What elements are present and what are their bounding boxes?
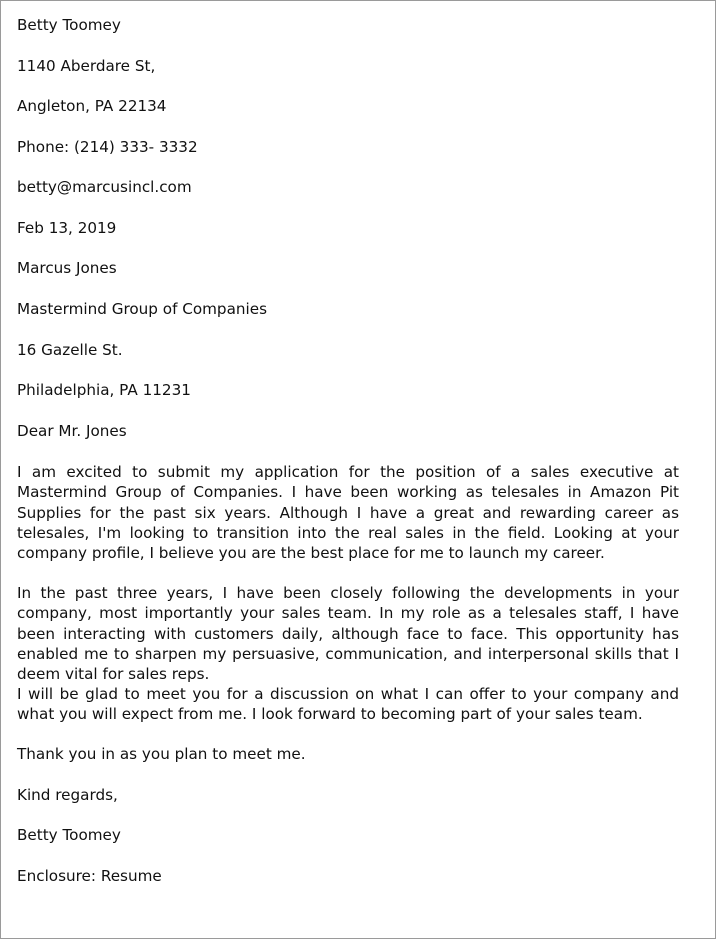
body-paragraph-1: I am excited to submit my application for the position of a sales executive at Mastermind Group of Companies. I have been working as telesales in Amazon Pit Supplies for the past six years. Although I have a great and rewarding career as telesales, I'm looking to transition into the real sales in the field. Looking at your company profile, I believe you are the best place for me to launch my career. [17,463,679,563]
closing: Kind regards, [17,786,118,804]
signature: Betty Toomey [17,826,121,844]
letter-date: Feb 13, 2019 [17,219,117,237]
recipient-name: Marcus Jones [17,259,117,277]
recipient-street: 16 Gazelle St. [17,341,123,359]
recipient-city: Philadelphia, PA 11231 [17,381,191,399]
sender-name: Betty Toomey [17,16,121,34]
enclosure: Enclosure: Resume [17,867,162,885]
body-paragraph-3: I will be glad to meet you for a discussion on what I can offer to your company and what you will expect from me. I look forward to becoming part of your sales team. [17,685,679,724]
thanks-line: Thank you in as you plan to meet me. [17,745,306,763]
sender-phone: Phone: (214) 333- 3332 [17,138,198,156]
sender-street: 1140 Aberdare St, [17,57,156,75]
sender-email: betty@marcusincl.com [17,178,192,196]
salutation: Dear Mr. Jones [17,422,127,440]
body-paragraph-2: In the past three years, I have been closely following the developments in your company, most importantly your sales team. In my role as a telesales staff, I have been interacting with customers daily, although face to face. This opportunity has enabled me to sharpen my persuasive, communication, and interpersonal skills that I deem vital for sales reps. [17,584,679,684]
sender-city: Angleton, PA 22134 [17,97,167,115]
recipient-company: Mastermind Group of Companies [17,300,267,318]
